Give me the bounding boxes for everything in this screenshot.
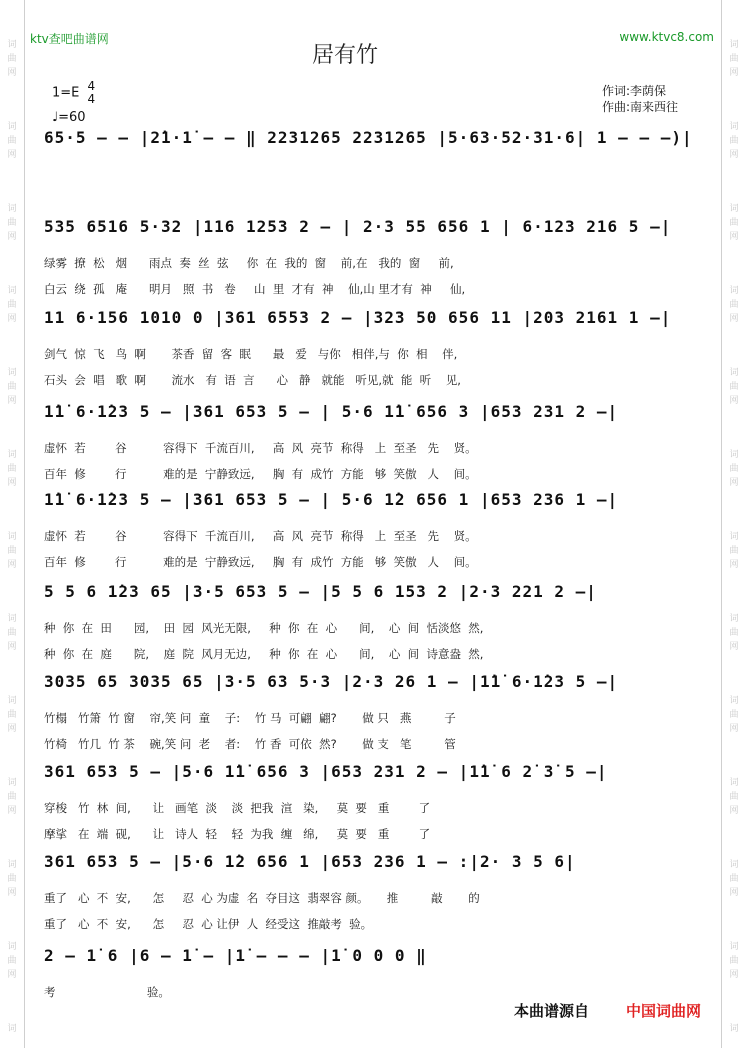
watermark-char: 词 [729,614,739,624]
watermark-char: 词 [7,696,17,706]
watermark-char: 网 [7,724,17,734]
watermark-char: 曲 [7,546,17,556]
watermark-char: 曲 [729,136,739,146]
watermark-char: 网 [729,68,739,78]
watermark-char: 曲 [7,136,17,146]
time-signature [88,80,96,106]
watermark-char: 网 [729,314,739,324]
source-label: 本曲谱源自 [514,1002,590,1020]
watermark-char: 词 [7,286,17,296]
lyric-line: 重了 心 不 安, 怎 忍 心 让伊 人 经受这 推敲考 验。 [44,917,373,931]
watermark-char: 网 [7,396,17,406]
lyric-line: 百年 修 行 难的是 宁静致远, 胸 有 成竹 方能 够 笑傲 人 间。 [44,555,477,569]
watermark-char: 词 [7,860,17,870]
watermark-char: 曲 [7,628,17,638]
watermark-char: 网 [7,478,17,488]
watermark-char: 网 [7,888,17,898]
watermark-char: 曲 [729,54,739,64]
lyric-line: 石头 会 唱 歌 啊 流水 有 语 言 心 静 就能 听见,就 能 听 见, [44,373,461,387]
source-site-name[interactable]: 中国词曲网 [626,1002,702,1020]
watermark-char: 词 [729,286,739,296]
tempo-marking: ♩=60 [52,110,86,125]
watermark-char: 网 [729,396,739,406]
watermark-char: 曲 [7,218,17,228]
lyric-line: 虚怀 若 谷 容得下 千流百川, 高 风 亮节 称得 上 至圣 先 贤。 [44,529,477,543]
watermark-char: 词 [729,368,739,378]
watermark-char: 词 [7,450,17,460]
notation-line: 361 653 5 — |5·6 1̇1̇ 656 3 |653 231 2 — |1̇1̇ 6 2̇ 3̇ 5 —| [44,762,608,781]
watermark-char: 曲 [7,54,17,64]
watermark-char: 网 [7,314,17,324]
watermark-char: 曲 [7,874,17,884]
notation-line: 1̇1̇ 6·1̇23 5 — |361 653 5 — | 5·6 1̇2 656 1 |653 236 1 —| [44,490,619,509]
watermark-char: 曲 [7,710,17,720]
watermark-char: 词 [729,40,739,50]
watermark-char: 网 [7,806,17,816]
song-title: 居有竹 [312,43,379,68]
watermark-char: 曲 [729,710,739,720]
watermark-char: 曲 [729,792,739,802]
watermark-char: 曲 [729,382,739,392]
watermark-char: 词 [7,204,17,214]
watermark-char: 网 [729,150,739,160]
watermark-char: 词 [729,532,739,542]
watermark-char: 网 [729,560,739,570]
watermark-char: 网 [729,724,739,734]
watermark-char: 词 [7,942,17,952]
lyric-line: 竹椅 竹几 竹 茶 碗,笑 问 老 者: 竹 香 可依 然? 做 支 笔 管 [44,737,456,751]
watermark-char: 词 [729,860,739,870]
watermark-char: 词 [729,778,739,788]
watermark-char: 曲 [729,628,739,638]
watermark-char: 曲 [7,956,17,966]
notation-line: 361 653 5 — |5·6 1̇2 656 1 |653 236 1 — :|2· 3 5 6| [44,852,576,871]
lyric-line: 虚怀 若 谷 容得下 千流百川, 高 风 亮节 称得 上 至圣 先 贤。 [44,441,477,455]
watermark-char: 网 [7,970,17,980]
watermark-char: 词 [729,1024,739,1034]
lyric-line: 种 你 在 庭 院, 庭 院 风月无边, 种 你 在 心 间, 心 间 诗意盎 然, [44,647,484,661]
lyric-line: 重了 心 不 安, 怎 忍 心 为虚 名 夺目这 翡翠容 颜。 推 敲 的 [44,891,480,905]
watermark-char: 网 [7,232,17,242]
watermark-char: 词 [729,204,739,214]
watermark-char: 网 [729,478,739,488]
watermark-char: 网 [7,150,17,160]
watermark-char: 词 [7,40,17,50]
lyric-line: 绿雾 撩 松 烟 雨点 奏 丝 弦 你 在 我的 窗 前,在 我的 窗 前, [44,256,454,270]
notation-line: 65·5 — — |2̇1·1̇ — — ‖ 2231265 2231265 |5·63·52·31·6| 1 — — —)| [44,128,693,147]
lyric-line: 种 你 在 田 园, 田 园 风光无限, 种 你 在 心 间, 心 间 恬淡悠 然, [44,621,484,635]
watermark-char: 曲 [7,464,17,474]
site-logo-left[interactable]: ktv查吧曲谱网 [30,32,109,46]
time-sig-top: 4 [87,79,96,93]
notation-line: 535 6516 5·32 |116 1253 2 — | 2·3 55 656 1 | 6·123 216 5 —| [44,217,672,236]
watermark-char: 词 [7,122,17,132]
watermark-char: 曲 [7,300,17,310]
watermark-char: 网 [729,970,739,980]
lyric-line: 考 验。 [44,985,170,999]
notation-line: 3035 65 3035 65 |3·5 63 5·3 |2·3 26 1 — |1̇1̇ 6·1̇23 5 —| [44,672,619,691]
watermark-char: 曲 [729,300,739,310]
key-label: 1=E [52,85,80,101]
watermark-char: 词 [729,942,739,952]
site-url-right[interactable]: www.ktvc8.com [619,30,714,44]
notation-line: 1̇1̇ 6·1̇23 5 — |361 653 5 — | 5·6 1̇1̇ 656 3 |653 231 2 —| [44,402,619,421]
lyricist-credit: 作词:李荫保 [602,84,667,98]
lyric-line: 白云 绕 孤 庵 明月 照 书 卷 山 里 才有 神 仙,山 里才有 神 仙, [44,282,466,296]
watermark-char: 曲 [729,956,739,966]
watermark-char: 网 [7,560,17,570]
time-sig-bottom: 4 [87,92,96,106]
watermark-char: 词 [7,614,17,624]
watermark-char: 网 [7,68,17,78]
watermark-char: 曲 [729,218,739,228]
watermark-char: 曲 [729,546,739,556]
lyric-line: 百年 修 行 难的是 宁静致远, 胸 有 成竹 方能 够 笑傲 人 间。 [44,467,477,481]
watermark-char: 曲 [729,874,739,884]
watermark-char: 网 [729,642,739,652]
watermark-char: 曲 [729,464,739,474]
watermark-char: 网 [729,888,739,898]
watermark-char: 曲 [7,382,17,392]
lyric-line: 竹榻 竹箫 竹 窗 帘,笑 问 童 子: 竹 马 可翩 翩? 做 只 燕 子 [44,711,456,725]
watermark-char: 词 [729,696,739,706]
watermark-char: 词 [729,450,739,460]
watermark-char: 词 [7,778,17,788]
watermark-char: 词 [729,122,739,132]
composer-credit: 作曲:南来西往 [602,100,679,114]
lyric-line: 摩挲 在 端 砚, 让 诗人 轻 轻 为我 缠 绵, 莫 要 重 了 [44,827,431,841]
watermark-char: 词 [7,1024,17,1034]
key-signature [52,80,95,106]
notation-line: 11 6·156 1010 0 |361 6553 2 — |323 50 656 11 |203 2161 1 —| [44,308,672,327]
watermark-char: 曲 [7,792,17,802]
watermark-char: 词 [7,532,17,542]
lyric-line: 剑气 惊 飞 鸟 啊 茶香 留 客 眠 最 爱 与你 相伴,与 你 相 伴, [44,347,458,361]
notation-line: 5 5 6 1̇23 65 |3·5 653 5 — |5 5 6 153 2 |2·3 221 2 —| [44,582,597,601]
watermark-char: 网 [729,232,739,242]
lyric-line: 穿梭 竹 林 间, 让 画笔 淡 淡 把我 渲 染, 莫 要 重 了 [44,801,431,815]
watermark-char: 网 [7,642,17,652]
watermark-char: 词 [7,368,17,378]
notation-line: 2 — 1̇ 6 |6 — 1̇ — |1̇ — — — |1̇ 0 0 0 ‖ [44,946,427,965]
watermark-char: 网 [729,806,739,816]
